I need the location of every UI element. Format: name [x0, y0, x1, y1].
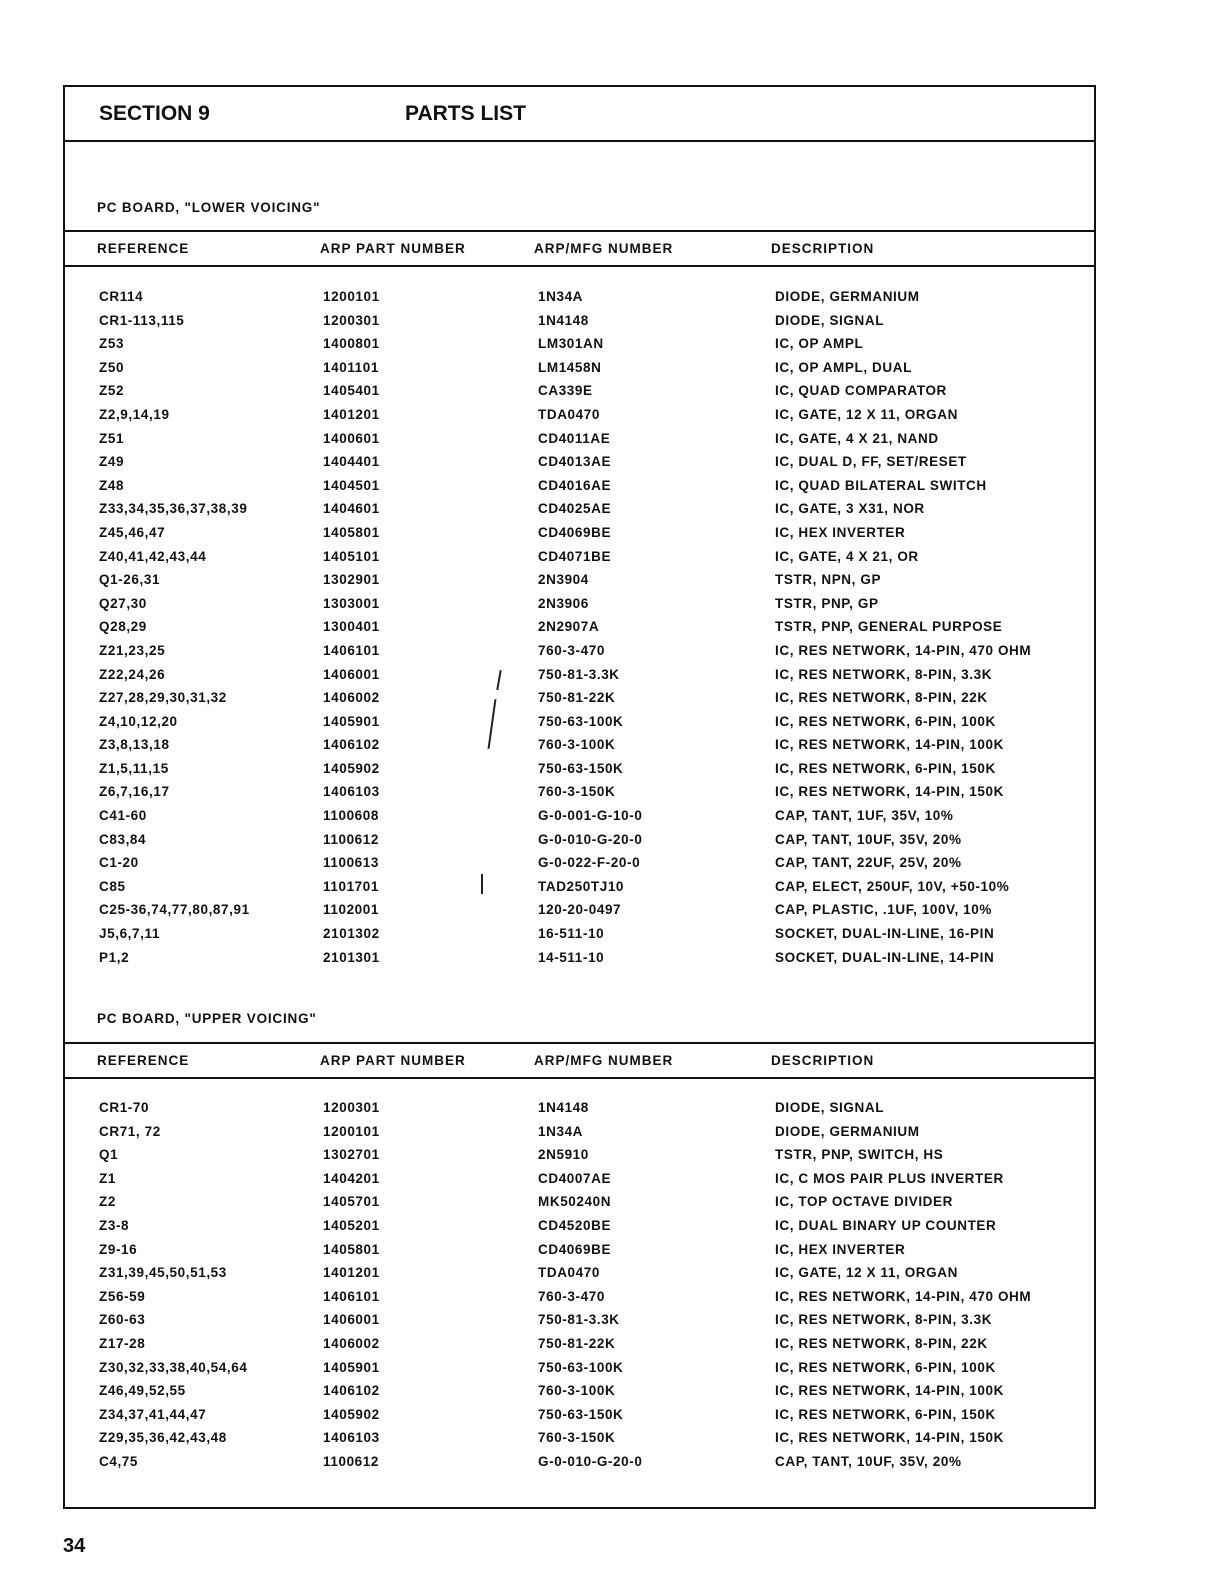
cell-description: IC, TOP OCTAVE DIVIDER: [775, 1194, 953, 1210]
cell-arp-part-number: 1401101: [323, 359, 380, 375]
cell-reference: Z4,10,12,20: [99, 713, 178, 729]
cell-arp-part-number: 1200101: [323, 289, 380, 304]
cell-arp-part-number: 1406102: [323, 1383, 380, 1399]
cell-description: CAP, TANT, 1UF, 35V, 10%: [775, 808, 954, 824]
cell-arp-part-number: 1100608: [323, 808, 380, 824]
table-row: [65, 714, 1094, 738]
cell-description: IC, RES NETWORK, 14-PIN, 100K: [775, 1383, 1004, 1399]
table-row: [65, 690, 1094, 714]
cell-arp-part-number: 1400801: [323, 336, 380, 352]
cell-arp-part-number: 1406002: [323, 690, 380, 706]
table-row: [65, 501, 1094, 525]
cell-description: IC, RES NETWORK, 6-PIN, 100K: [775, 1359, 996, 1375]
cell-arp-part-number: 2101301: [323, 949, 380, 965]
table-row: [65, 643, 1094, 667]
cell-arp-mfg-number: CD4016AE: [538, 477, 612, 493]
cell-arp-mfg-number: G-0-010-G-20-0: [538, 1453, 643, 1469]
cell-arp-part-number: 1406103: [323, 1430, 380, 1446]
cell-reference: P1,2: [99, 949, 130, 965]
cell-arp-mfg-number: LM1458N: [538, 359, 602, 375]
cell-reference: Z46,49,52,55: [99, 1383, 186, 1399]
cell-arp-part-number: 1100612: [323, 831, 380, 847]
cell-arp-mfg-number: CD4069BE: [538, 1241, 612, 1257]
table-row: [65, 572, 1094, 596]
cell-description: IC, RES NETWORK, 6-PIN, 100K: [775, 713, 996, 729]
cell-reference: Q1: [99, 1147, 119, 1163]
table-row: [65, 902, 1094, 926]
table-row: [65, 619, 1094, 643]
cell-reference: C83,84: [99, 831, 147, 847]
cell-arp-part-number: 1405701: [323, 1194, 380, 1210]
table-row: [65, 1124, 1094, 1148]
cell-arp-part-number: 1404601: [323, 501, 380, 517]
cell-reference: Z40,41,42,43,44: [99, 548, 207, 564]
cell-arp-mfg-number: 2N5910: [538, 1147, 589, 1163]
cell-reference: C85: [99, 878, 126, 894]
cell-arp-part-number: 1404401: [323, 454, 380, 470]
cell-arp-mfg-number: 750-63-100K: [538, 1359, 624, 1375]
cell-description: IC, OP AMPL: [775, 336, 864, 352]
cell-description: CAP, ELECT, 250UF, 10V, +50-10%: [775, 878, 1010, 894]
cell-reference: CR71, 72: [99, 1123, 161, 1139]
cell-reference: Z30,32,33,38,40,54,64: [99, 1359, 248, 1375]
cell-reference: C1-20: [99, 855, 139, 871]
table-row: [65, 383, 1094, 407]
cell-arp-mfg-number: 760-3-150K: [538, 784, 616, 800]
table-row: [65, 1454, 1094, 1478]
cell-reference: Z17-28: [99, 1335, 146, 1351]
cell-arp-mfg-number: 2N3906: [538, 595, 589, 611]
cell-arp-mfg-number: CA339E: [538, 383, 593, 399]
cell-arp-mfg-number: 120-20-0497: [538, 902, 622, 918]
table-row: [65, 832, 1094, 856]
cell-arp-part-number: 1405801: [323, 1241, 380, 1257]
cell-arp-mfg-number: CD4013AE: [538, 454, 612, 470]
table-row: [65, 855, 1094, 879]
table-row: [65, 808, 1094, 832]
cell-arp-mfg-number: 14-511-10: [538, 949, 605, 965]
cell-arp-mfg-number: 760-3-470: [538, 1288, 605, 1304]
cell-description: CAP, TANT, 10UF, 35V, 20%: [775, 1453, 962, 1469]
table-row: [65, 549, 1094, 573]
cell-arp-part-number: 2101302: [323, 926, 380, 942]
cell-arp-part-number: 1404501: [323, 477, 380, 493]
col-arp-part-number: ARP PART NUMBER: [320, 1053, 466, 1068]
col-arp-mfg-number: ARP/MFG NUMBER: [534, 1053, 674, 1068]
cell-arp-mfg-number: CD4011AE: [538, 430, 611, 446]
cell-reference: Z49: [99, 454, 125, 470]
parts-list-frame: [63, 85, 1096, 1509]
cell-description: IC, RES NETWORK, 14-PIN, 150K: [775, 1430, 1004, 1446]
table-row: [65, 950, 1094, 974]
cell-arp-part-number: 1405401: [323, 383, 380, 399]
table-row: [65, 1242, 1094, 1266]
cell-arp-part-number: 1405902: [323, 760, 380, 776]
cell-arp-part-number: 1400601: [323, 430, 380, 446]
cell-arp-mfg-number: 750-63-100K: [538, 713, 624, 729]
cell-arp-mfg-number: TAD250TJ10: [538, 878, 625, 894]
cell-reference: Z1,5,11,15: [99, 760, 169, 776]
cell-reference: CR1-113,115: [99, 312, 185, 328]
cell-reference: Z56-59: [99, 1288, 146, 1304]
cell-arp-part-number: 1100612: [323, 1453, 380, 1469]
cell-description: IC, C MOS PAIR PLUS INVERTER: [775, 1170, 1004, 1186]
cell-reference: Z3,8,13,18: [99, 737, 170, 753]
cell-arp-mfg-number: 760-3-100K: [538, 1383, 616, 1399]
cell-description: IC, DUAL BINARY UP COUNTER: [775, 1217, 997, 1233]
cell-description: IC, RES NETWORK, 14-PIN, 150K: [775, 784, 1004, 800]
col-reference: REFERENCE: [97, 241, 190, 256]
cell-reference: Z27,28,29,30,31,32: [99, 690, 227, 706]
cell-reference: Z34,37,41,44,47: [99, 1406, 207, 1422]
cell-arp-part-number: 1406102: [323, 737, 380, 753]
table-row: [65, 1336, 1094, 1360]
cell-arp-part-number: 1100613: [323, 855, 380, 871]
table-row: [65, 525, 1094, 549]
col-arp-mfg-number: ARP/MFG NUMBER: [534, 241, 674, 256]
col-arp-part-number: ARP PART NUMBER: [320, 241, 466, 256]
cell-arp-part-number: 1406002: [323, 1335, 380, 1351]
cell-arp-mfg-number: LM301AN: [538, 336, 604, 352]
cell-arp-part-number: 1302701: [323, 1147, 380, 1163]
cell-description: IC, RES NETWORK, 6-PIN, 150K: [775, 1406, 996, 1422]
table-row: [65, 737, 1094, 761]
cell-arp-mfg-number: 750-81-3.3K: [538, 666, 620, 682]
cell-arp-mfg-number: 750-63-150K: [538, 760, 624, 776]
page-title: PARTS LIST: [405, 102, 526, 125]
cell-description: IC, RES NETWORK, 8-PIN, 3.3K: [775, 1312, 993, 1328]
cell-reference: Z2,9,14,19: [99, 406, 170, 422]
cell-arp-part-number: 1406001: [323, 1312, 380, 1328]
cell-reference: Z29,35,36,42,43,48: [99, 1430, 227, 1446]
cell-reference: Z9-16: [99, 1241, 138, 1257]
cell-arp-part-number: 1200301: [323, 1100, 380, 1115]
cell-reference: J5,6,7,11: [99, 926, 160, 942]
lower-column-headers: [65, 230, 1094, 267]
cell-arp-mfg-number: 1N34A: [538, 1123, 584, 1139]
cell-description: DIODE, SIGNAL: [775, 312, 885, 328]
cell-reference: Z52: [99, 383, 125, 399]
cell-description: CAP, TANT, 10UF, 35V, 20%: [775, 831, 962, 847]
cell-description: IC, RES NETWORK, 14-PIN, 470 OHM: [775, 642, 1032, 658]
cell-arp-part-number: 1405901: [323, 1359, 380, 1375]
table-row: [65, 407, 1094, 431]
cell-arp-part-number: 1303001: [323, 595, 380, 611]
cell-description: IC, QUAD BILATERAL SWITCH: [775, 477, 987, 493]
cell-arp-mfg-number: G-0-022-F-20-0: [538, 855, 641, 871]
lower-parts-table: [65, 289, 1094, 973]
section-header: [65, 87, 1094, 142]
cell-description: DIODE, SIGNAL: [775, 1100, 885, 1115]
table-row: [65, 1312, 1094, 1336]
upper-column-headers: [65, 1042, 1094, 1079]
upper-board-title: PC BOARD, "UPPER VOICING": [97, 1011, 317, 1026]
cell-description: IC, GATE, 4 X 21, NAND: [775, 430, 939, 446]
cell-arp-part-number: 1405801: [323, 524, 380, 540]
cell-arp-mfg-number: 760-3-150K: [538, 1430, 616, 1446]
cell-arp-mfg-number: 750-63-150K: [538, 1406, 624, 1422]
col-description: DESCRIPTION: [771, 241, 875, 256]
cell-arp-part-number: 1406101: [323, 1288, 380, 1304]
cell-arp-mfg-number: 750-81-22K: [538, 690, 616, 706]
cell-arp-part-number: 1302901: [323, 572, 380, 588]
table-row: [65, 596, 1094, 620]
cell-reference: Z50: [99, 359, 125, 375]
table-row: [65, 926, 1094, 950]
cell-reference: Z45,46,47: [99, 524, 166, 540]
col-description: DESCRIPTION: [771, 1053, 875, 1068]
cell-arp-mfg-number: G-0-001-G-10-0: [538, 808, 643, 824]
cell-arp-part-number: 1200301: [323, 312, 380, 328]
cell-reference: Z51: [99, 430, 125, 446]
cell-reference: C25-36,74,77,80,87,91: [99, 902, 250, 918]
cell-arp-mfg-number: CD4071BE: [538, 548, 612, 564]
table-row: [65, 1383, 1094, 1407]
table-row: [65, 289, 1094, 313]
cell-arp-mfg-number: 1N4148: [538, 1100, 589, 1115]
table-row: [65, 1100, 1094, 1124]
cell-reference: Z1: [99, 1170, 116, 1186]
table-row: [65, 313, 1094, 337]
cell-description: IC, GATE, 3 X31, NOR: [775, 501, 925, 517]
cell-arp-part-number: 1300401: [323, 619, 380, 635]
cell-description: SOCKET, DUAL-IN-LINE, 16-PIN: [775, 926, 995, 942]
cell-arp-part-number: 1405101: [323, 548, 380, 564]
cell-reference: Z3-8: [99, 1217, 130, 1233]
upper-parts-table: [65, 1100, 1094, 1478]
col-reference: REFERENCE: [97, 1053, 190, 1068]
cell-arp-mfg-number: 16-511-10: [538, 926, 605, 942]
cell-description: IC, RES NETWORK, 8-PIN, 3.3K: [775, 666, 993, 682]
page-number: 34: [63, 1535, 86, 1557]
cell-arp-part-number: 1101701: [323, 878, 380, 894]
cell-arp-mfg-number: TDA0470: [538, 406, 600, 422]
table-row: [65, 454, 1094, 478]
cell-description: TSTR, PNP, GENERAL PURPOSE: [775, 619, 1003, 635]
cell-description: IC, RES NETWORK, 8-PIN, 22K: [775, 690, 988, 706]
cell-arp-part-number: 1404201: [323, 1170, 380, 1186]
cell-description: DIODE, GERMANIUM: [775, 1123, 920, 1139]
cell-description: IC, OP AMPL, DUAL: [775, 359, 912, 375]
cell-reference: Z22,24,26: [99, 666, 166, 682]
lower-board-title: PC BOARD, "LOWER VOICING": [97, 200, 321, 215]
cell-arp-part-number: 1401201: [323, 406, 380, 422]
cell-arp-part-number: 1401201: [323, 1265, 380, 1281]
cell-description: IC, QUAD COMPARATOR: [775, 383, 947, 399]
cell-description: IC, RES NETWORK, 6-PIN, 150K: [775, 760, 996, 776]
cell-reference: Z2: [99, 1194, 116, 1210]
cell-description: IC, RES NETWORK, 14-PIN, 100K: [775, 737, 1004, 753]
cell-arp-mfg-number: 1N34A: [538, 289, 584, 304]
cell-description: SOCKET, DUAL-IN-LINE, 14-PIN: [775, 949, 995, 965]
cell-arp-mfg-number: TDA0470: [538, 1265, 600, 1281]
cell-arp-part-number: 1405201: [323, 1217, 380, 1233]
cell-reference: Z6,7,16,17: [99, 784, 170, 800]
cell-description: IC, DUAL D, FF, SET/RESET: [775, 454, 967, 470]
cell-description: IC, GATE, 4 X 21, OR: [775, 548, 919, 564]
table-row: [65, 1407, 1094, 1431]
table-row: [65, 784, 1094, 808]
cell-reference: Q28,29: [99, 619, 147, 635]
scan-mark: [481, 874, 483, 894]
cell-description: TSTR, PNP, GP: [775, 595, 879, 611]
cell-arp-part-number: 1406101: [323, 642, 380, 658]
cell-arp-mfg-number: MK50240N: [538, 1194, 612, 1210]
cell-arp-mfg-number: 760-3-100K: [538, 737, 616, 753]
cell-reference: Z53: [99, 336, 125, 352]
cell-arp-mfg-number: 750-81-3.3K: [538, 1312, 620, 1328]
cell-arp-mfg-number: CD4069BE: [538, 524, 612, 540]
cell-reference: CR114: [99, 289, 144, 304]
cell-description: IC, HEX INVERTER: [775, 1241, 906, 1257]
cell-arp-mfg-number: G-0-010-G-20-0: [538, 831, 643, 847]
cell-arp-mfg-number: 1N4148: [538, 312, 589, 328]
cell-arp-part-number: 1406103: [323, 784, 380, 800]
cell-description: CAP, TANT, 22UF, 25V, 20%: [775, 855, 962, 871]
table-row: [65, 478, 1094, 502]
table-row: [65, 1218, 1094, 1242]
cell-arp-mfg-number: 2N3904: [538, 572, 589, 588]
cell-reference: Z60-63: [99, 1312, 146, 1328]
cell-arp-mfg-number: 750-81-22K: [538, 1335, 616, 1351]
cell-arp-part-number: 1406001: [323, 666, 380, 682]
section-label: SECTION 9: [99, 102, 210, 125]
cell-description: TSTR, PNP, SWITCH, HS: [775, 1147, 944, 1163]
cell-reference: Z31,39,45,50,51,53: [99, 1265, 227, 1281]
cell-reference: Q1-26,31: [99, 572, 161, 588]
cell-description: IC, GATE, 12 X 11, ORGAN: [775, 406, 958, 422]
cell-description: CAP, PLASTIC, .1UF, 100V, 10%: [775, 902, 992, 918]
cell-reference: Z48: [99, 477, 125, 493]
cell-description: IC, GATE, 12 X 11, ORGAN: [775, 1265, 958, 1281]
table-row: [65, 1430, 1094, 1454]
cell-description: IC, RES NETWORK, 14-PIN, 470 OHM: [775, 1288, 1032, 1304]
cell-arp-part-number: 1200101: [323, 1123, 380, 1139]
cell-reference: Q27,30: [99, 595, 147, 611]
table-row: [65, 1171, 1094, 1195]
table-row: [65, 761, 1094, 785]
cell-reference: Z33,34,35,36,37,38,39: [99, 501, 248, 517]
cell-arp-mfg-number: 760-3-470: [538, 642, 605, 658]
cell-arp-mfg-number: CD4520BE: [538, 1217, 612, 1233]
table-row: [65, 1289, 1094, 1313]
table-row: [65, 879, 1094, 903]
cell-description: DIODE, GERMANIUM: [775, 289, 920, 304]
table-row: [65, 1265, 1094, 1289]
cell-arp-mfg-number: CD4007AE: [538, 1170, 612, 1186]
cell-reference: C41-60: [99, 808, 147, 824]
cell-description: IC, RES NETWORK, 8-PIN, 22K: [775, 1335, 988, 1351]
cell-reference: CR1-70: [99, 1100, 150, 1115]
table-row: [65, 1194, 1094, 1218]
cell-description: TSTR, NPN, GP: [775, 572, 882, 588]
cell-arp-mfg-number: 2N2907A: [538, 619, 600, 635]
cell-arp-mfg-number: CD4025AE: [538, 501, 612, 517]
cell-arp-part-number: 1405901: [323, 713, 380, 729]
cell-reference: C4,75: [99, 1453, 139, 1469]
cell-reference: Z21,23,25: [99, 642, 166, 658]
cell-arp-part-number: 1102001: [323, 902, 380, 918]
table-row: [65, 360, 1094, 384]
table-row: [65, 667, 1094, 691]
cell-arp-part-number: 1405902: [323, 1406, 380, 1422]
table-row: [65, 1147, 1094, 1171]
table-row: [65, 1360, 1094, 1384]
table-row: [65, 431, 1094, 455]
table-row: [65, 336, 1094, 360]
cell-description: IC, HEX INVERTER: [775, 524, 906, 540]
